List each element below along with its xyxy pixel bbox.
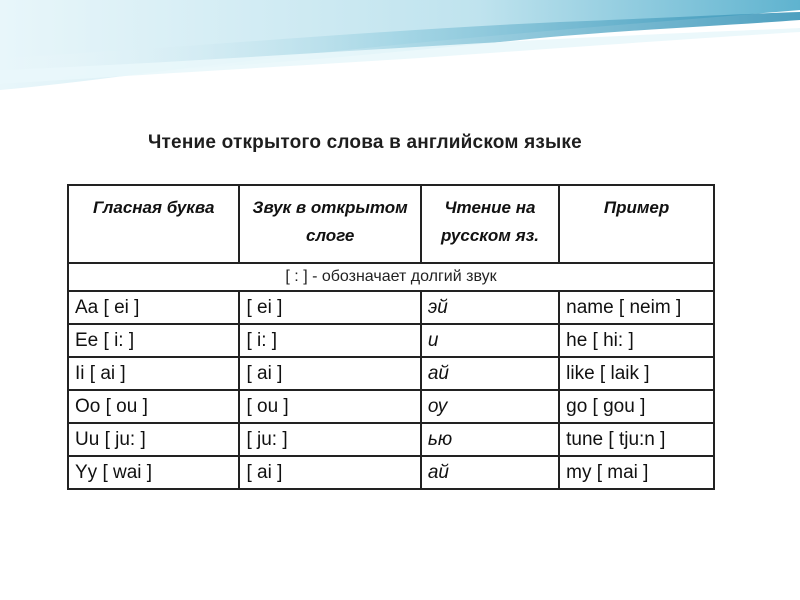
cell-sound: [ ai ] <box>239 456 420 489</box>
header-example: Пример <box>559 185 714 263</box>
cell-russian: эй <box>421 291 559 324</box>
cell-sound: [ ai ] <box>239 357 420 390</box>
cell-example: my [ mai ] <box>559 456 714 489</box>
vowel-reading-table <box>67 184 715 490</box>
table-row <box>68 456 714 489</box>
table-row <box>68 291 714 324</box>
cell-example: go [ gou ] <box>559 390 714 423</box>
cell-example: name [ neim ] <box>559 291 714 324</box>
cell-sound: [ i: ] <box>239 324 420 357</box>
decorative-wave-banner <box>0 0 800 120</box>
header-open-syllable-sound: Звук в открытом слоге <box>239 185 420 263</box>
cell-example: he [ hi: ] <box>559 324 714 357</box>
cell-sound: [ ou ] <box>239 390 420 423</box>
page-title: Чтение открытого слова в английском языке <box>148 132 582 153</box>
table-note-row <box>68 263 714 291</box>
table-row <box>68 423 714 456</box>
table-row <box>68 357 714 390</box>
cell-letter: Aa [ ei ] <box>68 291 239 324</box>
cell-russian: оу <box>421 390 559 423</box>
table-row <box>68 390 714 423</box>
cell-russian: ью <box>421 423 559 456</box>
cell-letter: Yy [ wai ] <box>68 456 239 489</box>
header-russian-reading: Чтение на русском яз. <box>421 185 559 263</box>
cell-letter: Ii [ ai ] <box>68 357 239 390</box>
header-vowel-letter: Гласная буква <box>68 185 239 263</box>
cell-sound: [ ju: ] <box>239 423 420 456</box>
cell-russian: ай <box>421 357 559 390</box>
cell-example: tune [ tju:n ] <box>559 423 714 456</box>
cell-sound: [ ei ] <box>239 291 420 324</box>
table-row <box>68 324 714 357</box>
cell-letter: Uu [ ju: ] <box>68 423 239 456</box>
cell-example: like [ laik ] <box>559 357 714 390</box>
long-sound-note: [ : ] - обозначает долгий звук <box>68 263 714 291</box>
cell-letter: Ee [ i: ] <box>68 324 239 357</box>
table-header-row <box>68 185 714 263</box>
cell-russian: ай <box>421 456 559 489</box>
cell-letter: Oo [ ou ] <box>68 390 239 423</box>
cell-russian: и <box>421 324 559 357</box>
